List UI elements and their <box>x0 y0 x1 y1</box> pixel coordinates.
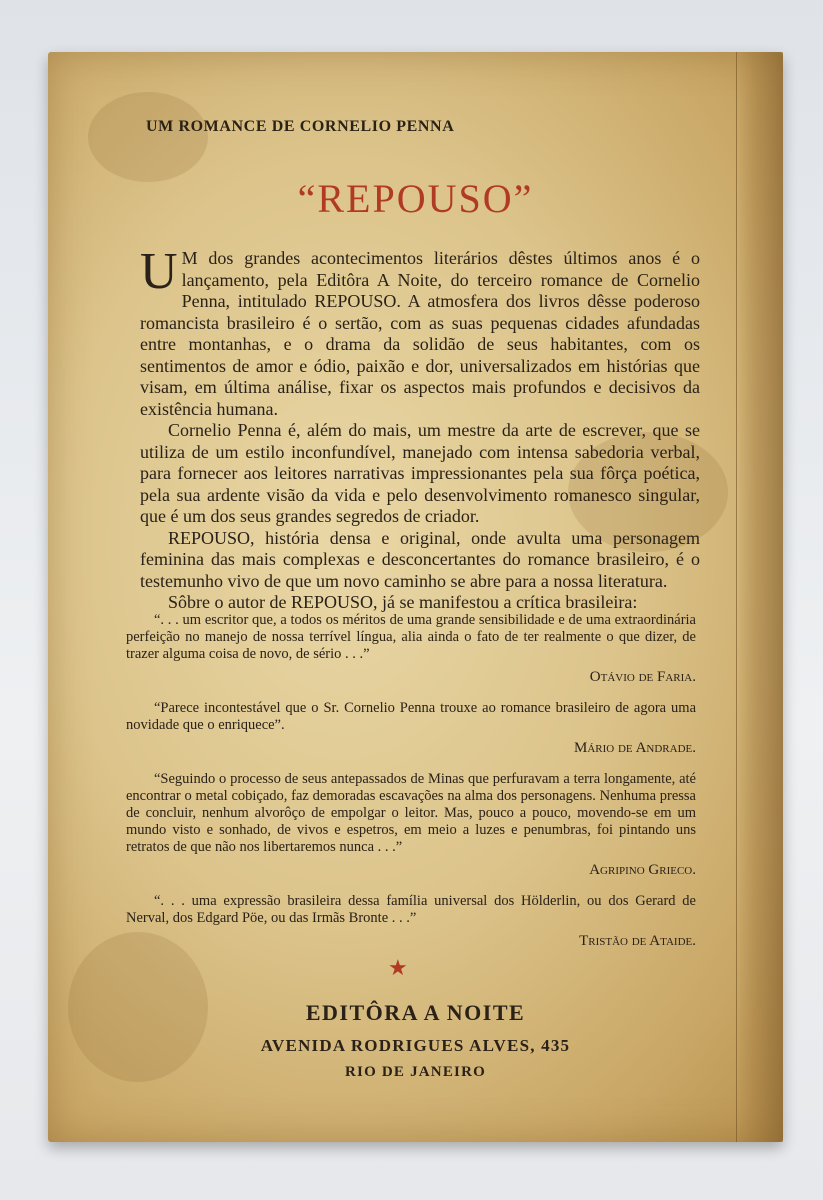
book-title: “REPOUSO” <box>297 176 534 221</box>
book-back-cover <box>48 52 783 1142</box>
quote-text: “. . . uma expressão brasileira dessa família universal dos Hölderlin, ou dos Gerard de Nerval, dos Edgard Pöe, ou das Irmãs Bronte . . .” <box>126 893 696 926</box>
synopsis <box>140 243 700 614</box>
quote-text: “Parece incontestável que o Sr. Cornelio Penna trouxe ao romance brasileiro de agora uma novidade que o enriquece”. <box>126 700 696 733</box>
quote-author: Agripino Grieco. <box>589 862 696 878</box>
paragraph <box>140 243 700 420</box>
drop-cap: U <box>140 243 178 300</box>
critic-quotes <box>126 612 696 964</box>
quote-author: Otávio de Faria. <box>589 669 696 685</box>
publisher-name: EDITÔRA A NOITE <box>305 1000 526 1025</box>
paragraph: Cornelio Penna é, além do mais, um mestre da arte de escrever, que se utiliza de um estilo inconfundível, manejado com intensa sabedoria verbal, para fornecer aos leitores narrativas impressionantes pela sua fôrça poética, pela sua ardente visão da vida e pelo desenvolvimento romanesco singular, que é um dos seus grandes segredos de criador. <box>140 420 700 526</box>
quote-author: Mário de Andrade. <box>574 740 696 756</box>
paragraph-text: M dos grandes acontecimentos literários dêstes últimos anos é o lançamento, pela Editôra A Noite, do terceiro romance de Cornelio Penna, intitulado REPOUSO. A atmosfera dos livros dêsse poderoso romancista brasileiro é o sertão, com as suas pequenas cidades afundadas entre montanhas, e o drama da solidão de seus habitantes, com os sentimentos de amor e ódio, paixão e dor, universalizados em histórias que visam, em última análise, fixar os aspectos mais profundos e decisivos da existência humana. <box>140 248 700 419</box>
author-line: UM ROMANCE DE CORNELIO PENNA <box>146 118 455 135</box>
publisher-address: AVENIDA RODRIGUES ALVES, 435 <box>260 1036 571 1055</box>
paragraph: Sôbre o autor de REPOUSO, já se manifestou a crítica brasileira: <box>168 592 638 612</box>
quote-author: Tristão de Ataide. <box>579 933 696 949</box>
paper-stain <box>88 92 208 182</box>
publisher-city: RIO DE JANEIRO <box>345 1064 486 1080</box>
quote-text: “. . . um escritor que, a todos os méritos de uma grande sensibilidade e de uma extraordinária perfeição no manejo de nossa terrível língua, alia ainda o fato de ter realmente o que dizer, de trazer alguma coisa de novo, de sério . . .” <box>126 612 696 662</box>
star-icon: ★ <box>388 956 408 981</box>
quote-text: “Seguindo o processo de seus antepassados de Minas que perfuravam a terra longamente, até encontrar o metal cobiçado, faz demoradas escavações na alma dos personagens. Nenhuma pressa de concluir, nenhum alvorôço de empolgar o leitor. Mas, pouco a pouco, movendo-se em um mundo visto e sonhado, de vivos e espetros, em meio a luzes e penumbras, foi pintando uns retratos de que não nos libertaremos nunca . . .” <box>126 771 696 855</box>
paragraph: REPOUSO, história densa e original, onde avulta uma personagem feminina das mais complexas e desconcertantes do romance brasileiro, é o testemunho vivo de que um novo caminho se abre para a nossa literatura. <box>140 527 700 591</box>
publisher-block <box>48 1000 783 1081</box>
